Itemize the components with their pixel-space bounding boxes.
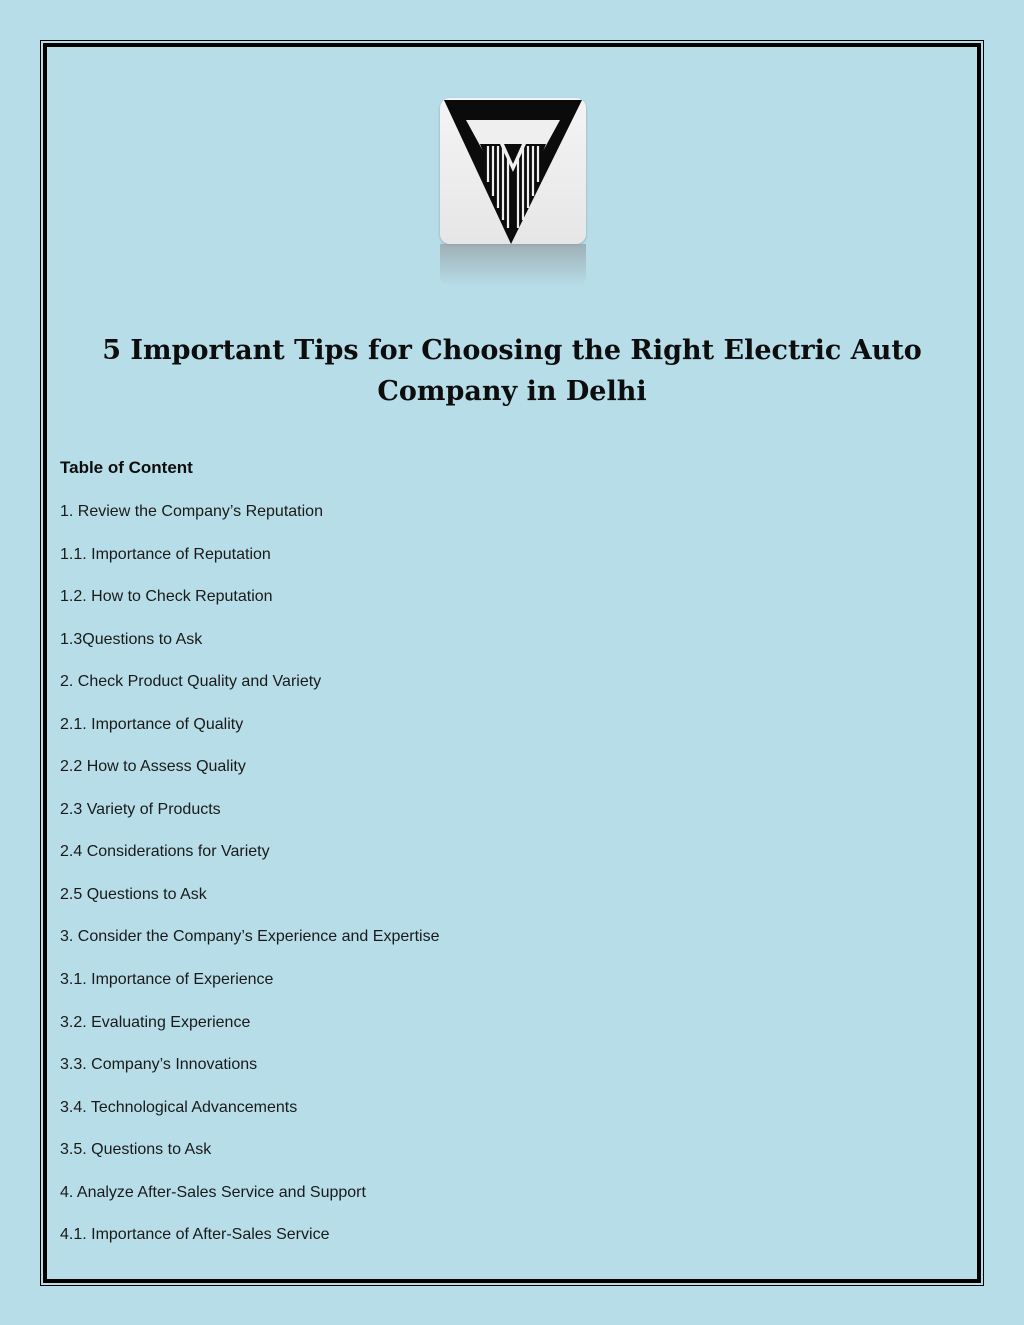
- brand-logo-icon: [440, 98, 586, 244]
- toc-item: 1. Review the Company’s Reputation: [60, 503, 323, 520]
- toc-item: 2.4 Considerations for Variety: [60, 843, 270, 861]
- toc-item: 1.1. Importance of Reputation: [60, 545, 271, 563]
- toc-item: 3.2. Evaluating Experience: [60, 1013, 251, 1031]
- toc-item: 1.2. How to Check Reputation: [60, 588, 273, 606]
- toc-item: 2.5 Questions to Ask: [60, 885, 207, 903]
- toc-item: 2. Check Product Quality and Variety: [60, 673, 322, 691]
- toc-item: 3.5. Questions to Ask: [60, 1141, 212, 1159]
- toc-item: 3.1. Importance of Experience: [60, 971, 274, 989]
- toc-item: 2.3 Variety of Products: [60, 800, 221, 818]
- brand-logo-tile: [440, 98, 586, 244]
- toc-item: 4. Analyze After-Sales Service and Support: [60, 1183, 366, 1201]
- toc-item: 1.3Questions to Ask: [60, 630, 203, 648]
- toc-item: 4.1. Importance of After-Sales Service: [60, 1226, 330, 1244]
- toc-item: 3.3. Company’s Innovations: [60, 1056, 258, 1074]
- toc-item: 2.1. Importance of Quality: [60, 715, 244, 733]
- toc-heading: Table of Content: [60, 458, 193, 477]
- toc-list: [60, 501, 439, 1267]
- toc-item: 3.4. Technological Advancements: [60, 1098, 298, 1116]
- brand-logo: [440, 98, 586, 288]
- page-title: 5 Important Tips for Choosing the Right Electric Auto Company in Delhi: [102, 335, 922, 407]
- toc-item: 2.2 How to Assess Quality: [60, 758, 246, 776]
- toc-item: 3. Consider the Company’s Experience and Expertise: [60, 928, 440, 946]
- brand-logo-reflection: [440, 244, 586, 286]
